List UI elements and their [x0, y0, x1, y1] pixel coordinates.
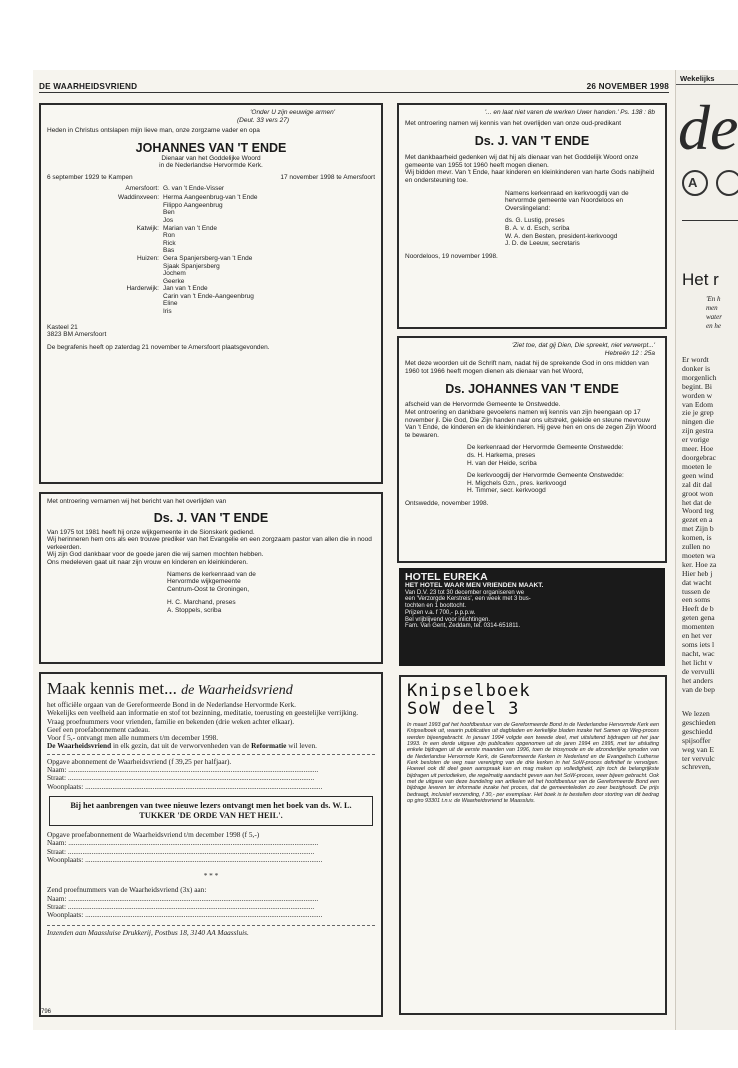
family-member: Filippo Aangeenbrug [163, 201, 223, 209]
form-street-field[interactable]: Straat: ....................................................................................................................................... [47, 903, 315, 912]
family-member: Jochem [163, 270, 186, 278]
cut-line [47, 925, 375, 926]
article-line: weg van E [682, 744, 715, 754]
article-line: moeten le [682, 461, 712, 471]
obituary-noordeloos [397, 103, 667, 329]
ad-line: Van D.V. 23 tot 30 december organiseren we [405, 589, 525, 596]
address-line-1: Kasteel 21 [47, 323, 78, 331]
field-label: Naam: [47, 839, 67, 848]
coupon-offer-2 [47, 742, 375, 750]
field-label: Straat: [47, 774, 67, 783]
signatory-line: Centrum-Oost te Groningen, [167, 585, 250, 593]
coupon-title-brand: de Waarheidsvriend [181, 683, 293, 698]
obituary-quote: 'Ziet toe, dat gij Dien, Die spreekt, niet verwerpt...' [511, 342, 655, 349]
signatory-line: H. C. Marchand, preses [167, 599, 236, 607]
form-name-field[interactable]: Naam: ......................................................................................................................................... [47, 766, 319, 775]
article-line: ter vervulc [682, 753, 715, 763]
coupon-title-main: Maak kennis met... [47, 679, 177, 698]
family-group [47, 194, 375, 224]
family-member: Eline [163, 300, 178, 308]
ad-subtitle: HET HOTEL WAAR MEN VRIENDEN MAAKT. [405, 582, 544, 589]
obituary-text: Met ontroering en dankbare gevoelens namen wij kennis van zijn heengaan op 17 november jl. Die God, Die Zijn handen naar ons uitstrekt, geleide en steune mevrouw Van 't Ende, de kinderen en de kleinkinderen. Hij geve hen en ons de zegen Zijn Woord te bewaren. [405, 408, 657, 439]
article-line: ker. Hoe za [682, 559, 717, 569]
signatories-council [467, 444, 659, 467]
form-heading-samples: Zend proefnummers van de Waarheidsvriend (3x) aan: [47, 885, 207, 895]
deceased-title-1: Dienaar van het Goddelijke Woord [161, 154, 261, 162]
article-line: gezet en a [682, 515, 713, 525]
article-line: van Edom [682, 399, 714, 409]
signatory-line: A. Stoppels, scriba [167, 606, 222, 614]
article-quote [706, 295, 722, 331]
article-line: spijsoffer [682, 735, 711, 745]
family-member: Iris [163, 308, 172, 316]
signatory-line: hervormde gemeente van Noordeloos en [505, 197, 624, 205]
signatories [167, 571, 375, 615]
article-line: soms iets l [682, 640, 715, 649]
family-group [47, 185, 375, 193]
offer-text-end: wil leven. [286, 741, 317, 751]
article-line: Heeft de b [682, 604, 714, 614]
coupon-line: Vraag proefnummers voor vrienden, familie en bekenden (drie weken achter elkaar). [47, 716, 295, 726]
article-line: meer. Hoe [682, 444, 714, 454]
article-line: en het ver [682, 631, 712, 641]
knip-title-1: Knipselboek [407, 681, 531, 701]
adjacent-rule [676, 84, 738, 85]
signatory-line: H. Timmer, secr. kerkvoogd [467, 487, 546, 495]
brand-name: De Waarheidsvriend [47, 741, 112, 751]
ad-line: tochten en 1 boottocht. [405, 603, 467, 610]
quote-line: water [706, 313, 722, 321]
article-line: Er wordt [682, 355, 709, 364]
article-line: dat wacht [682, 577, 712, 587]
bonus-offer: Bij het aanbrengen van twee nieuwe lezers ontvangt men het boek van ds. W. L. TUKKER 'DE ORDE VAN HET HEIL'. [49, 796, 373, 826]
coupon-line: het officiële orgaan van de Gereformeerde Bond in de Nederlandse Hervormde Kerk. [47, 700, 296, 709]
cut-line [47, 754, 375, 755]
obituary-intro: Met ontroering namen wij kennis van het overlijden van onze oud-predikant [405, 119, 622, 127]
emblem-icon [682, 170, 708, 196]
article-line: morgenlich [682, 372, 717, 382]
newspaper-page [33, 70, 675, 1030]
article-line: worden w [682, 390, 713, 400]
family-town: Waddinxveen: [118, 194, 159, 202]
signatory-line: H. Migchels Gzn., pres. kerkvoogd [467, 479, 567, 487]
form-city-field[interactable]: Woonplaats: .................................................................................................................................. [47, 911, 323, 920]
family-member: G. van 't Ende-Visser [163, 184, 225, 192]
family-member: Marian van 't Ende [163, 224, 217, 232]
family-town: Huizen: [136, 254, 159, 262]
family-town: Katwijk: [136, 224, 159, 232]
form-city-field[interactable]: Woonplaats: .................................................................................................................................. [47, 855, 323, 864]
signatory-line: Hervormde wijkgemeente [167, 578, 241, 586]
form-name-field[interactable]: Naam: ......................................................................................................................................... [47, 894, 319, 903]
form-heading-trial: Opgave proefabonnement de Waarheidsvriend t/m december 1998 (f 5,-) [47, 829, 260, 839]
death-date: 17 november 1998 te Amersfoort [280, 173, 375, 181]
article-line: geen wind [682, 470, 714, 480]
offer-text: in elk gezin, dat uit de verworvenheden van de [111, 741, 252, 751]
signatory-line: ds. G. Lustig, preses [505, 217, 565, 225]
article-line: donker is [682, 363, 711, 373]
article-line: komen, is [682, 533, 712, 543]
signatory-line: Namens kerkenraad en kerkvoogdij van de [505, 189, 629, 197]
form-street-field[interactable]: Straat: ....................................................................................................................................... [47, 774, 315, 783]
adjacent-header: Wekelijks [680, 74, 715, 83]
article-line: geschiedd [682, 726, 713, 736]
obituary-intro: Heden in Christus ontslapen mijn lieve man, onze zorgzame vader en opa [47, 127, 260, 135]
article-line: het licht v [682, 657, 713, 667]
obituary-text: Van 1975 tot 1981 heeft hij onze wijkgemeente in de Sionskerk gediend. [47, 528, 255, 536]
deceased-name: Ds. J. VAN 'T ENDE [474, 134, 590, 149]
quote-line: 'En h [706, 295, 721, 303]
article-body [682, 356, 716, 694]
article-line: moeten wa [682, 550, 716, 560]
signatory-line: De kerkenraad der Hervormde Gemeente Onstwedde: [467, 444, 624, 452]
family-member: Carin van 't Ende-Aangeenbrug [163, 292, 254, 300]
family-group [47, 255, 375, 285]
ad-line: Fam. Van Gent, Zeddam, tel. 0314-651811. [405, 623, 521, 630]
emblem-letter: A [688, 175, 698, 190]
family-town: Harderwijk: [126, 285, 159, 293]
article-line: Woord teg [682, 506, 714, 516]
article-line: zijn gestra [682, 426, 714, 436]
family-town: Amersfoort: [125, 184, 159, 192]
coupon-line: Wekelijks een veelheid aan informatie en stof tot bezinning, meditatie, toerusting en geestelijke verrijking. [47, 708, 359, 718]
article-line: tussen de [682, 586, 711, 596]
masthead-rule [682, 220, 738, 221]
field-label: Straat: [47, 903, 67, 912]
article-line: Hier heb j [682, 568, 713, 578]
form-street-field[interactable]: Straat: ....................................................................................................................................... [47, 847, 315, 856]
family-group [47, 285, 375, 315]
obituary-text: Ons medeleven gaat uit naar zijn vrouw en kinderen en kleinkinderen. [47, 558, 248, 566]
signatory-line: Overslingeland: [505, 204, 551, 212]
article-line: geten gena [682, 613, 715, 623]
obituary-family [39, 103, 383, 484]
emblem-icon [716, 170, 738, 196]
family-member: Ron [163, 232, 175, 240]
knip-title-2: SoW deel 3 [407, 699, 520, 719]
signatory-line: Namens de kerkenraad van de [167, 570, 256, 578]
obituary-quote: 'Onder U zijn eeuwige armen' [250, 109, 335, 116]
knipselboek-notice [399, 675, 667, 1015]
article-line: met Zijn b [682, 524, 714, 534]
family-member: Ben [163, 209, 175, 217]
article-line: van de bep [682, 684, 715, 694]
hotel-advertisement [399, 568, 665, 666]
field-label: Woonplaats: [47, 911, 84, 920]
life-dates [47, 174, 375, 182]
field-label: Straat: [47, 847, 67, 856]
field-label: Naam: [47, 894, 67, 903]
deceased-name: Ds. JOHANNES VAN 'T ENDE [445, 382, 619, 397]
field-label: Woonplaats: [47, 782, 84, 791]
ad-line: een 'Verzorgde Kerstreis', een week met 3 bus- [405, 596, 531, 603]
signatory-line: J. D. de Leeuw, secretaris [505, 240, 580, 248]
place-date: Noordeloos, 19 november 1998. [405, 252, 498, 260]
coupon-title [47, 679, 375, 701]
deceased-title-2: in de Nederlandse Hervormde Kerk. [159, 162, 263, 170]
signatory-line: H. van der Heide, scriba [467, 459, 537, 467]
place-date: Ontswedde, november 1998. [405, 499, 489, 507]
family-member: Sjaak Spanjersberg [163, 262, 220, 270]
article-body-2 [682, 710, 716, 772]
address-line-2: 3823 BM Amersfoort [47, 331, 107, 339]
deceased-name: JOHANNES VAN 'T ENDE [135, 140, 287, 155]
masthead-logo: de [678, 92, 738, 163]
ad-title: HOTEL EUREKA [405, 571, 488, 583]
signatory-line: ds. H. Harkema, preses [467, 451, 536, 459]
signatories [505, 190, 659, 248]
article-line: begint. Bi [682, 381, 712, 391]
article-line: We lezen [682, 709, 710, 718]
article-line: het anders [682, 675, 713, 685]
article-line: zullen no [682, 542, 711, 552]
article-line: doorgebrac [682, 452, 717, 462]
family-member: Geerke [163, 277, 185, 285]
page-header [39, 82, 669, 91]
quote-line: en he [706, 322, 721, 330]
article-line: een soms [682, 595, 711, 605]
section-stars: * * * [203, 871, 219, 881]
coupon-offer: Voor f 5,- ontvangt men alle nummers t/m december 1998. [47, 733, 219, 743]
family-member: Gera Spanjersberg-van 't Ende [163, 254, 253, 262]
article-line: er vorige [682, 435, 710, 445]
family-member: Herma Aangeenbrug-van 't Ende [163, 194, 258, 202]
article-line: zie je grep [682, 408, 714, 418]
obituary-text: Wij zijn God dankbaar voor de goede jaren die wij samen mochten hebben. [47, 551, 264, 559]
obituary-quote-ref: Hebreën 12 : 25a [604, 349, 655, 357]
article-line: nacht, wac [682, 648, 715, 658]
quote-line: men [706, 304, 718, 312]
obituary-text: afscheid van de Hervormde Gemeente te Onstwedde. [405, 401, 561, 409]
family-group [47, 225, 375, 255]
article-headline: Het r [682, 270, 719, 289]
masthead-label: DE WAARHEIDSVRIEND [39, 82, 138, 91]
obituary-quote-ref: (Deut. 33 vers 27) [236, 116, 289, 124]
family-list [47, 185, 375, 316]
ad-line: Bel vrijblijvend voor inlichtingen. [405, 616, 491, 623]
article-line: de vervulli [682, 666, 715, 676]
family-member: Bas [163, 247, 175, 255]
adjacent-page [675, 70, 738, 1030]
obituary-onstwedde [397, 336, 667, 563]
form-heading-subscription: Opgave abonnement de Waarheidsvriend (f 39,25 per halfjaar). [47, 756, 232, 766]
field-label: Woonplaats: [47, 855, 84, 864]
ad-line: Prijzen v.a. f 700,- p.p.p.w. [405, 609, 476, 616]
deceased-name: Ds. J. VAN 'T ENDE [153, 510, 269, 525]
field-label: Naam: [47, 766, 67, 775]
obituary-text: Wij bidden mevr. Van 't Ende, haar kinderen en kleinkinderen van harte Gods nabijheid en ondersteuning toe. [405, 169, 655, 184]
family-member: Jan van 't Ende [163, 285, 208, 293]
birth-date: 6 september 1929 te Kampen [47, 173, 133, 181]
form-name-field[interactable]: Naam: ......................................................................................................................................... [47, 839, 319, 848]
family-member: Rick [163, 239, 176, 247]
signatory-line: De kerkvoogdij der Hervormde Gemeente Onstwedde: [467, 472, 624, 480]
coupon-line: Geef een proefabonnement cadeau. [47, 724, 150, 734]
funeral-notice: De begrafenis heeft op zaterdag 21 november te Amersfoort plaatsgevonden. [47, 343, 270, 351]
reformatie-word: Reformatie [251, 741, 287, 751]
signatory-line: W. A. den Besten, president-kerkvoogd [505, 232, 618, 240]
issue-date: 26 NOVEMBER 1998 [586, 82, 669, 91]
article-line: geschieden [682, 717, 716, 727]
obituary-text: Wij herinneren hem ons als een trouwe prediker van het Evangelie en een zorgzaam pastor van allen die in nood verkeerden. [47, 536, 372, 551]
page-number: 796 [41, 1009, 52, 1015]
subscription-coupon [39, 672, 383, 1017]
obituary-intro: Met deze woorden uit de Schrift nam, nadat hij de sprekende God in ons midden van 1960 tot 1966 heeft mogen dienen als dienaar van het Woord, [405, 360, 649, 375]
obituary-text: Met dankbaarheid gedenken wij dat hij als dienaar van het Goddelijk Woord onze gemeente van 1955 tot 1960 heeft mogen dienen. [405, 154, 639, 169]
mailing-address: Inzenden aan Maassluise Drukkerij, Postbus 18, 3140 AA Maassluis. [47, 927, 249, 937]
obituary-intro: Met ontroering vernamen wij het bericht van het overlijden van [47, 498, 227, 505]
article-line: groot won [682, 488, 714, 498]
article-line: momenten [682, 622, 715, 632]
family-member: Jos [163, 216, 174, 224]
header-rule [39, 92, 669, 93]
form-city-field[interactable]: Woonplaats: .................................................................................................................................. [47, 782, 323, 791]
signatories-board [467, 472, 659, 495]
knip-body: In maart 1993 gaf het hoofdbestuur van de Gereformeerde Bond in de Nederlandse Hervormde Kerk een Knipselboek uit, waarin publicaties uit dagbladen en kerkelijke bladen inzake het Samen op Weg-proces werden bijeengebracht. In januari 1994 volgde een tweede deel, met uitsluitend bijdragen uit het jaar 1993. In een derde uitgave zijn publicaties opgenomen uit de jaren 1994 en 1995, met ter afsluiting enkele bijdragen uit de eerste maanden van 1996, toen de triosynode en de afzonderlijke synoden van de Nederlandse Hervormde Kerk, de Gereformeerde Kerken in Nederland en de Evangelisch Lutherse Kerk besloten de weg naar vereniging van de drie kerken in het SoW-proces definitief te vervolgen. Hoewel ook dit deel geen aanspraak kan en mag maken op volledigheid, zijn toch de belangrijkste bijdragen uit periodieken, die regelmatig aandacht geven aan het SoW-proces, weer bijeen gebracht. Ook met de uitgave van deze bundeling van artikelen wil het hoofdbestuur van de Gereformeerde Bond een bijdrage leveren ter informatie inzake het proces, dat de gemeenteleden zo zeer bezighoudt. De prijs bedraagt, inclusief verzending, f 30,- per exemplaar. Het boek is te bestellen door storting van dit bedrag op giro 93301 t.n.v. de Waarheidsvriend te Maassluis. [407, 722, 659, 805]
obituary-quote: '... en laat niet varen de werken Uwer handen.' Ps. 138 : 8b [484, 109, 655, 116]
signatory-line: B. A. v. d. Esch, scriba [505, 224, 570, 232]
article-line: schreven, [682, 762, 711, 772]
obituary-groningen [39, 492, 383, 664]
article-line: zal dit dal [682, 479, 712, 489]
article-line: het dat de [682, 497, 712, 507]
article-line: ningen die [682, 417, 714, 427]
